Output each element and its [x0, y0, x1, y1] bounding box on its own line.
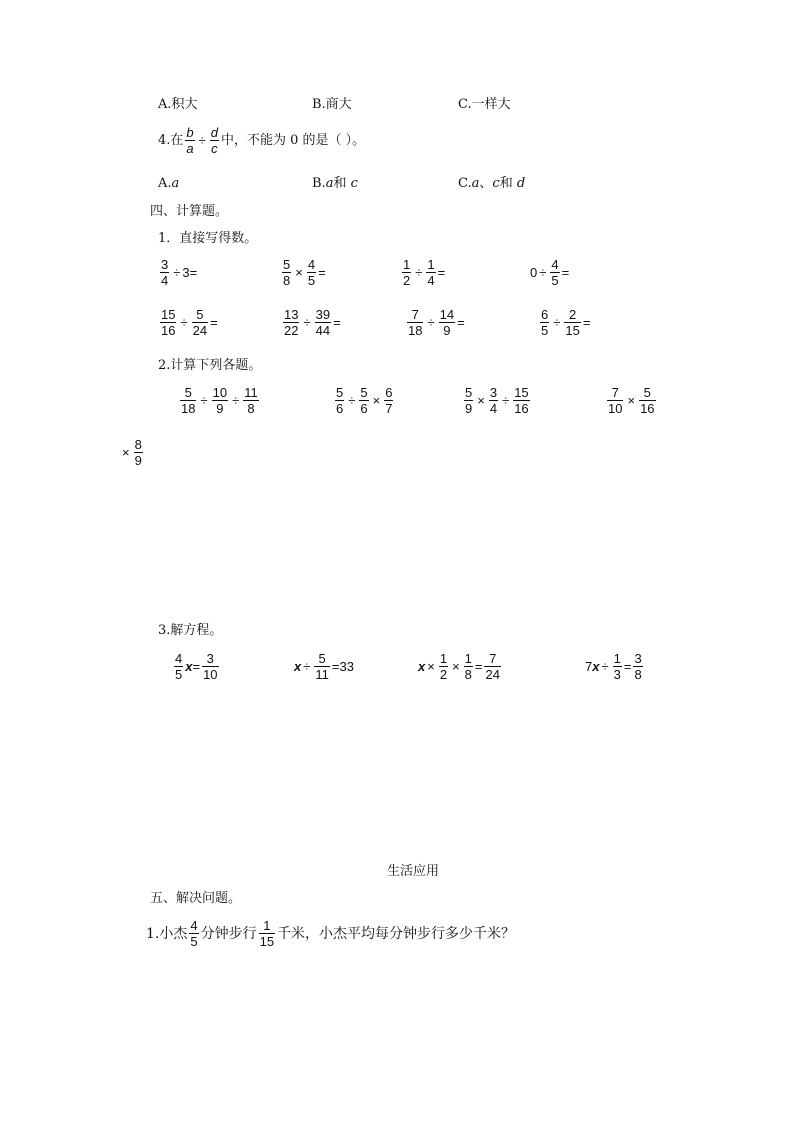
fraction	[564, 307, 580, 338]
numerator: 1	[613, 651, 621, 666]
fraction	[174, 651, 183, 682]
denominator: 24	[485, 667, 500, 682]
operator: ×	[627, 393, 636, 408]
denominator: 11	[315, 667, 329, 682]
denominator: 15	[565, 323, 580, 338]
denominator: 15	[259, 934, 275, 949]
variable-x: x	[418, 659, 426, 674]
numerator: 5	[283, 257, 291, 272]
numerator: 15	[514, 385, 529, 400]
numerator: 4	[190, 918, 198, 933]
fraction	[439, 651, 448, 682]
numerator: 1	[464, 651, 472, 666]
direct-item-5	[158, 307, 218, 338]
fraction	[439, 307, 455, 338]
fraction	[607, 385, 623, 416]
q4-option-b	[312, 176, 358, 192]
operator: ÷	[173, 265, 181, 280]
numerator: 5	[465, 385, 473, 400]
option-label: C.	[458, 176, 472, 191]
life-heading: 生活应用	[387, 864, 440, 879]
variable: c	[350, 176, 358, 191]
numerator: 4	[307, 257, 316, 272]
fraction	[550, 257, 559, 288]
problem-text: 分钟步行	[200, 925, 257, 942]
denominator: 16	[640, 401, 655, 416]
q4-option-c	[458, 176, 525, 192]
denominator: 5	[551, 273, 559, 288]
fraction	[484, 651, 500, 682]
fraction	[307, 257, 316, 288]
denominator: 5	[190, 934, 198, 949]
fraction	[180, 385, 196, 416]
problem-text: 千米，小杰平均每分钟步行多少千米？	[277, 925, 516, 942]
equals: =	[582, 315, 591, 330]
fraction	[212, 385, 228, 416]
fraction	[160, 307, 176, 338]
fraction	[359, 385, 368, 416]
calc-item-3	[462, 385, 532, 416]
operator: ÷	[348, 393, 356, 408]
operator: ×	[295, 265, 303, 280]
numerator: 6	[541, 307, 549, 322]
fraction	[639, 385, 655, 416]
variable: d	[516, 176, 526, 191]
numerator: 15	[161, 307, 176, 322]
equals: =	[561, 265, 570, 280]
fraction	[189, 918, 198, 949]
option-c: C.一样大	[458, 97, 511, 112]
calc-item-4-wrap	[120, 437, 145, 468]
numerator: 8	[134, 437, 142, 452]
denominator: 24	[192, 323, 208, 338]
fraction	[314, 651, 330, 682]
direct-item-8	[538, 307, 590, 338]
numerator: 1	[403, 257, 411, 272]
numerator: 5	[196, 307, 204, 322]
q4-prefix: 4.在	[158, 132, 184, 148]
numerator: 3	[206, 651, 214, 666]
variable-x: x	[592, 659, 600, 674]
numerator: 5	[318, 651, 326, 666]
variable-x: x	[294, 659, 302, 674]
numerator: 3	[489, 385, 498, 400]
numerator: 5	[184, 385, 192, 400]
denominator: 44	[315, 323, 331, 338]
option-label: B.	[312, 176, 326, 191]
operator: ×	[452, 659, 460, 674]
operator: ÷	[303, 659, 311, 674]
direct-item-1	[158, 257, 197, 288]
subsection-1-title: 1．直接写得数。	[158, 231, 258, 246]
numerator: 10	[212, 385, 228, 400]
operator: ÷	[502, 393, 510, 408]
numerator: 5	[336, 385, 344, 400]
numerator: 11	[244, 385, 258, 400]
fraction	[335, 385, 344, 416]
section-4-title: 四、计算题。	[150, 204, 229, 219]
equals: =	[474, 659, 483, 674]
operator: ÷	[415, 265, 423, 280]
word-problem-1	[146, 918, 515, 949]
denominator: a	[186, 141, 194, 156]
variable: a	[325, 176, 334, 191]
denominator: 4	[489, 401, 498, 416]
denominator: 22	[284, 323, 299, 338]
expression-tail: =33	[331, 659, 354, 674]
denominator: 9	[134, 453, 142, 468]
equals: =	[210, 315, 218, 330]
denominator: c	[211, 141, 218, 156]
equation-1	[172, 651, 221, 682]
option-a: A.积大	[158, 97, 198, 112]
equals: =	[457, 315, 465, 330]
operator: ×	[427, 659, 435, 674]
equals: =	[318, 265, 326, 280]
denominator: 16	[514, 401, 529, 416]
subsection-3-title: 3.解方程。	[158, 623, 223, 638]
fraction	[282, 257, 291, 288]
numerator: 3	[161, 257, 169, 272]
denominator: 5	[175, 667, 183, 682]
conjunction: 和	[499, 176, 513, 191]
denominator: 2	[403, 273, 411, 288]
fraction	[202, 651, 218, 682]
conjunction: 和	[333, 176, 347, 191]
fraction	[402, 257, 411, 288]
numerator: 13	[284, 307, 299, 322]
variable: a	[471, 176, 480, 191]
equals: =	[333, 315, 341, 330]
calc-item-4	[605, 385, 658, 416]
subsection-2-title: 2.计算下列各题。	[158, 358, 262, 373]
fraction	[192, 307, 208, 338]
fraction	[407, 307, 423, 338]
operator: ×	[122, 445, 130, 460]
denominator: 18	[408, 323, 423, 338]
numerator: 2	[568, 307, 577, 322]
operator: ÷	[601, 659, 609, 674]
option-b: B.商大	[312, 97, 352, 112]
fraction	[489, 385, 498, 416]
q4-suffix: 中，不能为 0 的是（ ）。	[221, 132, 366, 148]
fraction	[185, 125, 194, 156]
fraction	[283, 307, 299, 338]
option-label: A.	[158, 176, 172, 191]
variable: c	[492, 176, 500, 191]
numerator: 7	[411, 307, 419, 322]
denominator: 5	[307, 273, 316, 288]
calc-item-1	[178, 385, 261, 416]
separator: 、	[479, 176, 493, 191]
numerator: 4	[175, 651, 183, 666]
numerator: 1	[439, 651, 448, 666]
q4-option-a	[158, 176, 179, 192]
numerator: 7	[611, 385, 619, 400]
fraction	[513, 385, 529, 416]
denominator: 8	[464, 667, 472, 682]
operator: ÷	[180, 315, 188, 330]
numerator: 39	[315, 307, 331, 322]
operator: ×	[372, 393, 381, 408]
numerator: 5	[643, 385, 651, 400]
denominator: 8	[247, 401, 255, 416]
denominator: 2	[439, 667, 448, 682]
direct-item-6	[281, 307, 341, 338]
fraction	[540, 307, 549, 338]
direct-item-3	[400, 257, 445, 288]
denominator: 9	[216, 401, 224, 416]
denominator: 8	[634, 667, 642, 682]
fraction	[426, 257, 435, 288]
denominator: 9	[465, 401, 473, 416]
fraction	[464, 385, 473, 416]
variable-x: x	[185, 659, 193, 674]
equals: =	[623, 659, 632, 674]
fraction	[464, 651, 473, 682]
equals: =	[192, 659, 201, 674]
problem-text: 1.小杰	[146, 925, 188, 942]
operator: ÷	[200, 393, 208, 408]
operator: ÷	[553, 315, 561, 330]
denominator: 5	[541, 323, 549, 338]
operator: ÷	[427, 315, 435, 330]
numerator: b	[186, 125, 194, 140]
fraction	[315, 307, 331, 338]
direct-item-2	[280, 257, 326, 288]
fraction	[134, 437, 143, 468]
numerator: 5	[360, 385, 368, 400]
denominator: 7	[385, 401, 393, 416]
leading-number: 0	[530, 265, 538, 280]
operator: ×	[477, 393, 485, 408]
denominator: 4	[161, 273, 169, 288]
numerator: 3	[634, 651, 642, 666]
equation-4	[585, 651, 645, 682]
direct-item-4	[530, 257, 569, 288]
fraction	[160, 257, 169, 288]
equation-3	[418, 651, 503, 682]
equation-2	[294, 651, 354, 682]
denominator: 9	[443, 323, 451, 338]
equals: =	[437, 265, 446, 280]
denominator: 10	[608, 401, 623, 416]
denominator: 10	[203, 667, 218, 682]
fraction	[259, 918, 275, 949]
denominator: 16	[161, 323, 176, 338]
variable: a	[171, 176, 180, 191]
section-5-title: 五、解决问题。	[150, 891, 242, 906]
question-4	[158, 125, 365, 156]
denominator: 6	[360, 401, 368, 416]
denominator: 18	[181, 401, 196, 416]
operator: ÷	[232, 393, 240, 408]
numerator: 1	[263, 918, 271, 933]
denominator: 6	[336, 401, 344, 416]
fraction	[243, 385, 259, 416]
denominator: 8	[283, 273, 291, 288]
fraction	[384, 385, 393, 416]
denominator: 4	[427, 273, 435, 288]
numerator: 4	[551, 257, 559, 272]
fraction	[633, 651, 642, 682]
leading-number: 7	[585, 659, 593, 674]
calc-item-2	[333, 385, 395, 416]
operator: ÷	[198, 132, 206, 148]
numerator: 1	[427, 257, 435, 272]
numerator: 14	[439, 307, 455, 322]
operator: ÷	[303, 315, 311, 330]
fraction	[210, 125, 219, 156]
direct-item-7	[405, 307, 465, 338]
numerator: 6	[385, 385, 393, 400]
denominator: 3	[613, 667, 621, 682]
expression-tail: 3=	[182, 265, 198, 280]
numerator: d	[210, 125, 219, 140]
fraction	[613, 651, 622, 682]
numerator: 7	[489, 651, 497, 666]
operator: ÷	[539, 265, 547, 280]
